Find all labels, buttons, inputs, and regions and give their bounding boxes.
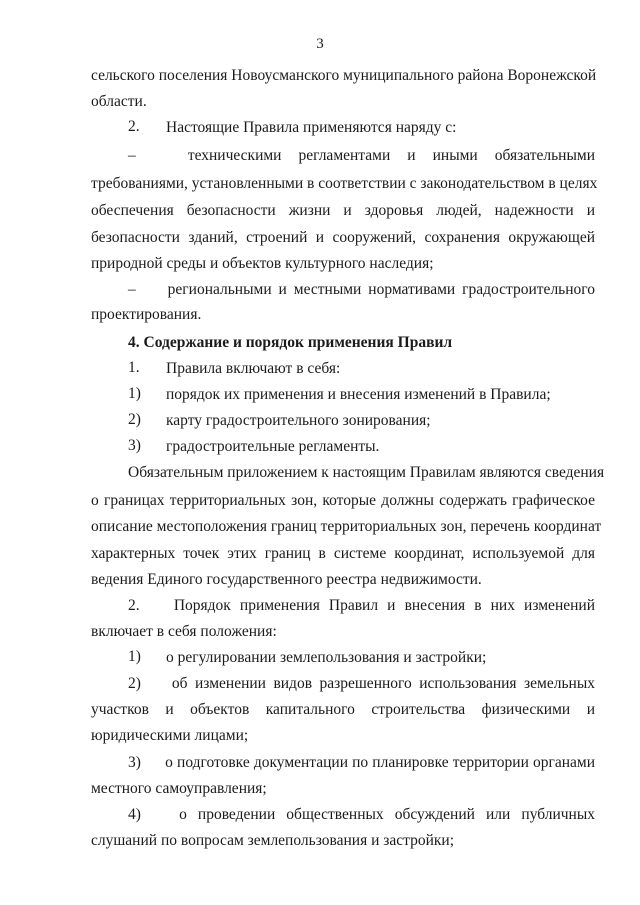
item-number: 4) bbox=[128, 806, 141, 823]
item-number: 2) bbox=[128, 675, 141, 692]
list-item bbox=[128, 805, 595, 825]
text-line: требованиями, установленными в соответствии с законодательством в целях bbox=[91, 175, 598, 192]
text-line: участков и объектов капитального строительства физическими и bbox=[91, 701, 595, 718]
item-number: 2. bbox=[128, 118, 140, 135]
section-heading: 4. Содержание и порядок применения Правил bbox=[128, 334, 453, 351]
item-text: градостроительные регламенты. bbox=[166, 438, 380, 455]
item-number: 2. bbox=[128, 597, 140, 614]
list-dash-item bbox=[128, 146, 595, 166]
item-number: 1. bbox=[128, 359, 140, 376]
item-text: порядок их применения и внесения изменений в Правила; bbox=[166, 386, 551, 403]
dash-item-text: техническими регламентами и иными обязательными bbox=[187, 147, 595, 164]
text-line: обеспечения безопасности жизни и здоровья людей, надежности и bbox=[91, 202, 595, 219]
text-line: включает в себя положения: bbox=[91, 623, 277, 640]
text-line: юридическими лицами; bbox=[91, 727, 249, 744]
item-number: 3) bbox=[128, 754, 141, 771]
paragraph-first-line: Обязательным приложением к настоящим Правилам являются сведения bbox=[128, 464, 605, 481]
list-item bbox=[128, 596, 595, 616]
item-text: Настоящие Правила применяются наряду с: bbox=[166, 119, 457, 136]
item-text: Порядок применения Правил и внесения в них изменений bbox=[173, 597, 595, 614]
item-text: о подготовке документации по планировке территории органами bbox=[165, 754, 596, 771]
dash-marker: – bbox=[128, 281, 136, 298]
text-line: сельского поселения Новоусманского муниципального района Воронежской bbox=[91, 67, 597, 84]
text-line: природной среды и объектов культурного наследия; bbox=[91, 255, 434, 272]
text-line: характерных точек этих границ в системе координат, используемой для bbox=[91, 545, 595, 562]
text-line: области. bbox=[91, 93, 147, 110]
list-item bbox=[128, 674, 595, 694]
text-line: местного самоуправления; bbox=[91, 780, 267, 797]
list-dash-item bbox=[128, 280, 595, 300]
item-text: карту градостроительного зонирования; bbox=[166, 412, 431, 429]
dash-item-text: региональными и местными нормативами градостроительного bbox=[167, 281, 596, 298]
text-line: о границах территориальных зон, которые должны содержать графическое bbox=[91, 492, 595, 509]
list-item bbox=[128, 753, 595, 773]
text-line: проектирования. bbox=[91, 306, 202, 323]
text-line: слушаний по вопросам землепользования и застройки; bbox=[91, 832, 455, 849]
item-number: 2) bbox=[128, 411, 141, 428]
item-number: 1) bbox=[128, 385, 141, 402]
item-number: 1) bbox=[128, 648, 141, 665]
item-text: о регулировании землепользования и застройки; bbox=[166, 649, 487, 666]
text-line: описание местоположения границ территориальных зон, перечень координат bbox=[91, 518, 602, 535]
item-text: об изменении видов разрешенного использования земельных bbox=[171, 675, 595, 692]
text-line: безопасности зданий, строений и сооружений, сохранения окружающей bbox=[91, 229, 595, 246]
dash-marker: – bbox=[128, 147, 136, 164]
page-number: 3 bbox=[316, 36, 324, 52]
item-text: Правила включают в себя: bbox=[166, 360, 341, 377]
item-text: о проведении общественных обсуждений или публичных bbox=[179, 806, 596, 823]
item-number: 3) bbox=[128, 437, 141, 454]
text-line: ведения Единого государственного реестра недвижимости. bbox=[91, 571, 482, 588]
